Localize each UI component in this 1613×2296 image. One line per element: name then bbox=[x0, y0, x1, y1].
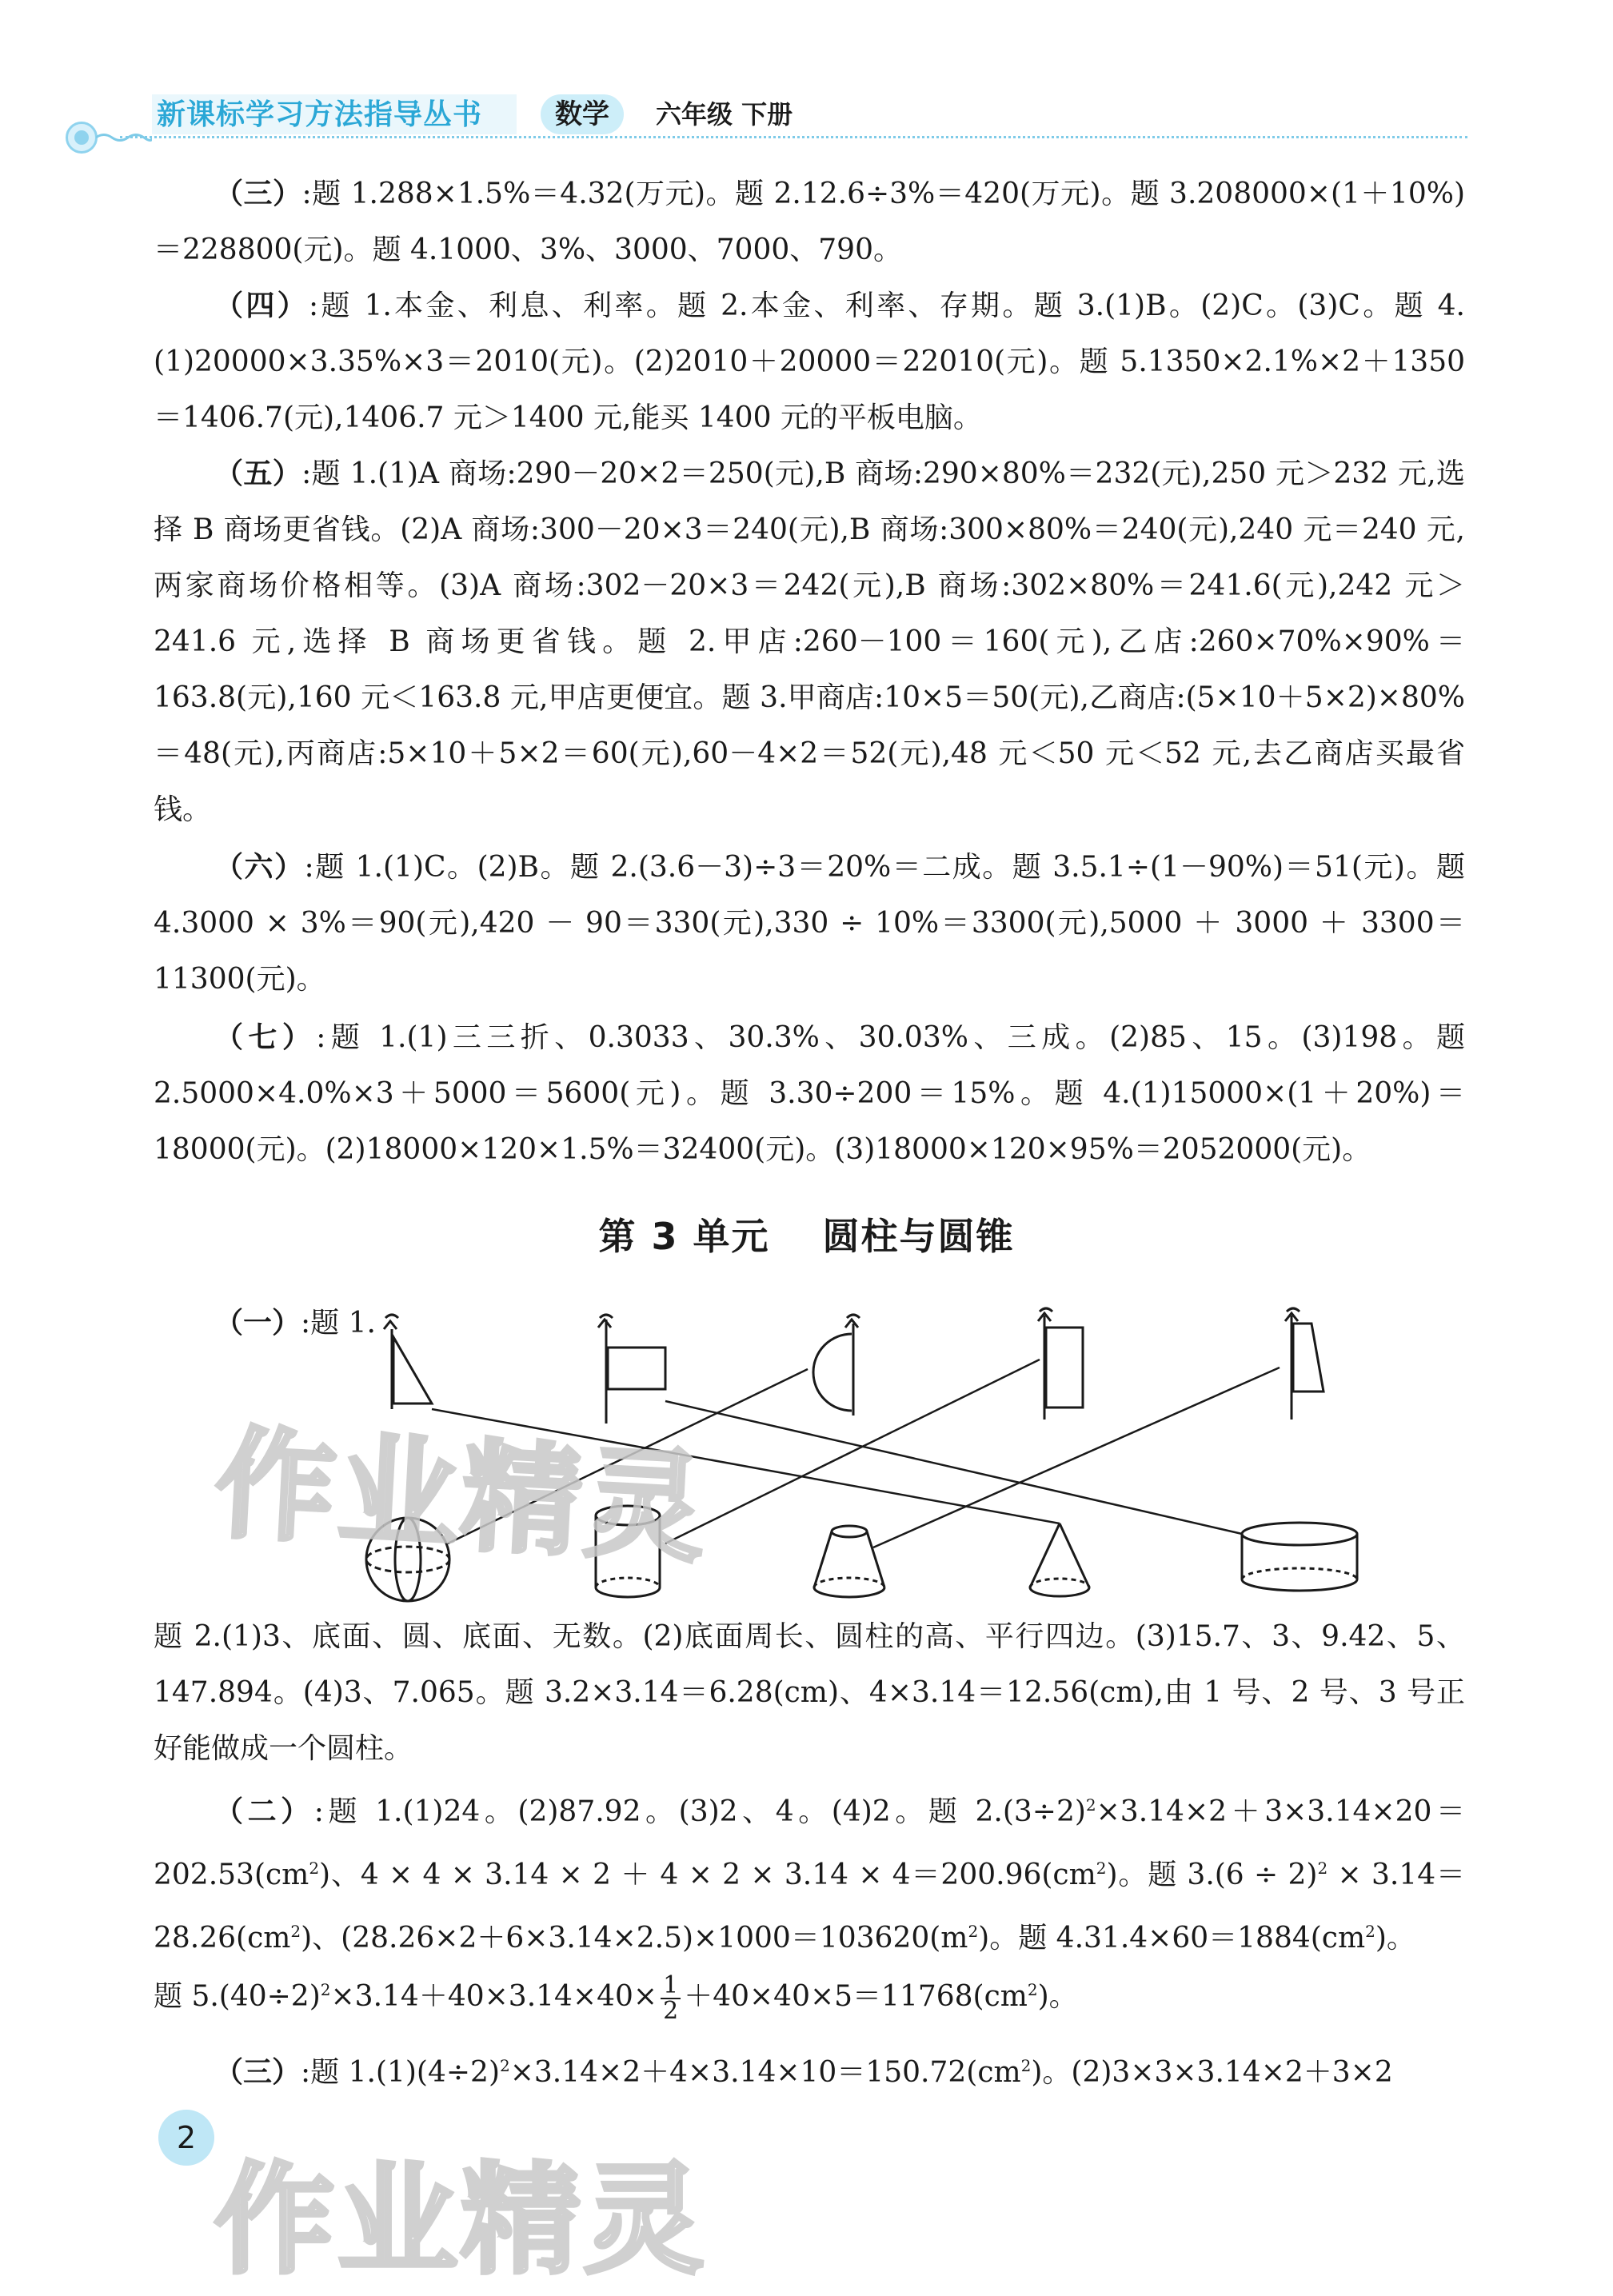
subject-badge: 数学 bbox=[541, 94, 624, 134]
section-text: :题 1.288×1.5%＝4.32(万元)。题 2.12.6÷3%＝420(万元)。题 3.208000×(1＋10%)＝228800(元)。题 4.1000、3%、3000、7000、790。 bbox=[154, 178, 1465, 266]
section-text: :题 1.本金、利息、利率。题 2.本金、利率、存期。题 3.(1)B。(2)C。(3)C。题 4.(1)20000×3.35%×3＝2010(元)。(2)2010＋20000＝22010(元)。题 5.1350×2.1%×2＋1350＝1406.7(元),1406.7 元＞1400 元,能买 1400 元的平板电脑。 bbox=[154, 289, 1465, 434]
u2-text-a: :题 1.(1)24。(2)87.92。(3)2、4。(4)2。题 2.(3÷2) bbox=[313, 1795, 1086, 1828]
grade-label: 六年级 下册 bbox=[656, 99, 793, 130]
u2-text-e: × 3.14＝28.26(cm bbox=[154, 1859, 1465, 1955]
frustum-shape-icon bbox=[814, 1526, 884, 1597]
unit-q2: 题 2.(1)3、底面、圆、底面、无数。(2)底面周长、圆柱的高、平行四边。(3)15.7、3、9.42、5、147.894。(4)3、7.065。题 3.2×3.14＝6.28(cm)、4×3.14＝12.56(cm),由 1 号、2 号、3 号正好能做成一个圆柱。 bbox=[154, 1620, 1465, 1765]
section-label: （三） bbox=[214, 178, 302, 210]
series-title: 新课标学习方法指导丛书 bbox=[152, 94, 517, 134]
series-logo-icon bbox=[66, 122, 98, 154]
answer-section-7 bbox=[154, 1010, 1465, 1178]
superscript: 2 bbox=[1365, 1922, 1375, 1941]
answer-unit-3 bbox=[154, 2038, 1465, 2101]
u2-text-k: ＋40×40×5＝11768(cm bbox=[684, 1980, 1028, 2013]
section-label: （七） bbox=[214, 1021, 317, 1054]
section-text: :题 1.(1)C。(2)B。题 2.(3.6－3)÷3＝20%＝二成。题 3.5.1÷(1－90%)＝51(元)。题 4.3000 × 3%＝90(元),420 － 90＝330(元),330 ÷ 10%＝3300(元),5000 ＋ 3000 ＋ 3300＝11300(元)。 bbox=[154, 851, 1465, 996]
answer-section-6 bbox=[154, 840, 1465, 1008]
watermark-bottom: 作业精灵 bbox=[214, 2151, 708, 2290]
superscript: 2 bbox=[1085, 1795, 1096, 1815]
section-label: （二） bbox=[214, 1795, 314, 1828]
page-number: 2 bbox=[176, 2120, 197, 2155]
u2-text-l: )。 bbox=[1037, 1980, 1078, 2013]
u2-text-c: )、4 × 4 × 3.14 × 2 ＋ 4 × 2 × 3.14 × 4＝200.96(cm bbox=[319, 1859, 1096, 1891]
superscript: 2 bbox=[309, 1859, 320, 1878]
answer-unit-2 bbox=[154, 1777, 1465, 1967]
u2-text-f: )、(28.26×2＋6×3.14×2.5)×1000＝103620(m bbox=[301, 1922, 968, 1955]
superscript: 2 bbox=[320, 1980, 331, 1999]
unit-title: 第 3 单元 圆柱与圆锥 bbox=[598, 1215, 1015, 1258]
section-label: （一） bbox=[214, 1307, 301, 1340]
u3-text-c: )。(2)3×3×3.14×2＋3×2 bbox=[1031, 2056, 1393, 2089]
u3-text-b: ×3.14×2＋4×3.14×10＝150.72(cm bbox=[509, 2056, 1021, 2089]
watermark-middle: 作业精灵 bbox=[212, 1414, 712, 1579]
section-text: :题 1.(1)三三折、0.3033、30.3%、30.03%、三成。(2)85、15。(3)198。题 2.5000×4.0%×3＋5000＝5600(元)。题 3.30÷200＝15%。题 4.(1)15000×(1＋20%)＝18000(元)。(2)18000×120×1.5%＝32400(元)。(3)18000×120×95%＝2052000(元)。 bbox=[154, 1021, 1466, 1166]
tall-rectangle-shape-icon bbox=[1038, 1308, 1083, 1420]
section-text: :题 1.(1)A 商场:290－20×2＝250(元),B 商场:290×80%＝232(元),250 元＞232 元,选择 B 商场更省钱。(2)A 商场:300－20×3＝240(元),B 商场:300×80%＝240(元),240 元＝240 元,两家商场价格相等。(3)A 商场:302－20×3＝242(元),B 商场:302×80%＝241.6(元),242 元＞241.6 元,选择 B 商场更省钱。题 2.甲店:260－100＝160(元),乙店:260×70%×90%＝163.8(元),160 元＜163.8 元,甲店更便宜。题 3.甲商店:10×5＝50(元),乙商店:(5×10＋5×2)×80%＝48(元),丙商店:5×10＋5×2＝60(元),60－4×2＝52(元),48 元＜50 元＜52 元,去乙商店买最省钱。 bbox=[154, 457, 1465, 826]
answer-section-4 bbox=[154, 278, 1465, 446]
unit-2-q5 bbox=[154, 1958, 1465, 2029]
section-label: （四） bbox=[214, 289, 309, 322]
answer-section-5 bbox=[154, 446, 1465, 838]
u2-text-j: ×3.14＋40×3.14×40× bbox=[330, 1980, 658, 2013]
cone-shape-icon bbox=[1030, 1523, 1089, 1596]
header-rule bbox=[120, 136, 1467, 138]
section-text: :题 1. bbox=[301, 1307, 376, 1340]
u2-text-d: )。题 3.(6 ÷ 2) bbox=[1106, 1859, 1318, 1891]
match-line bbox=[873, 1368, 1280, 1547]
section-label: （五） bbox=[214, 457, 302, 490]
superscript: 2 bbox=[500, 2056, 510, 2075]
superscript: 2 bbox=[1020, 2056, 1032, 2075]
trapezoid-shape-icon bbox=[1285, 1308, 1324, 1420]
fraction-numerator: 1 bbox=[661, 1974, 681, 1999]
u2-text-g: )。题 4.31.4×60＝1884(cm bbox=[978, 1922, 1366, 1955]
superscript: 2 bbox=[968, 1922, 979, 1941]
section-label: （六） bbox=[214, 851, 305, 884]
superscript: 2 bbox=[1096, 1859, 1107, 1878]
fraction-one-half bbox=[661, 1971, 681, 2025]
superscript: 2 bbox=[1317, 1859, 1328, 1878]
u2-text-i: 题 5.(40÷2) bbox=[154, 1980, 321, 2013]
superscript: 2 bbox=[290, 1922, 301, 1941]
semicircle-shape-icon bbox=[813, 1315, 860, 1416]
superscript: 2 bbox=[1027, 1980, 1038, 1999]
answer-section-3 bbox=[154, 166, 1465, 278]
fraction-denominator: 2 bbox=[663, 1997, 679, 2025]
u2-text-h: )。 bbox=[1375, 1922, 1415, 1955]
section-label: （三） bbox=[214, 2056, 301, 2089]
u3-text-a: :题 1.(1)(4÷2) bbox=[301, 2056, 500, 2089]
u2-text-b: ×3.14×2＋3×3.14×20＝202.53(cm bbox=[154, 1795, 1465, 1891]
flat-cylinder-shape-icon bbox=[1242, 1523, 1357, 1591]
